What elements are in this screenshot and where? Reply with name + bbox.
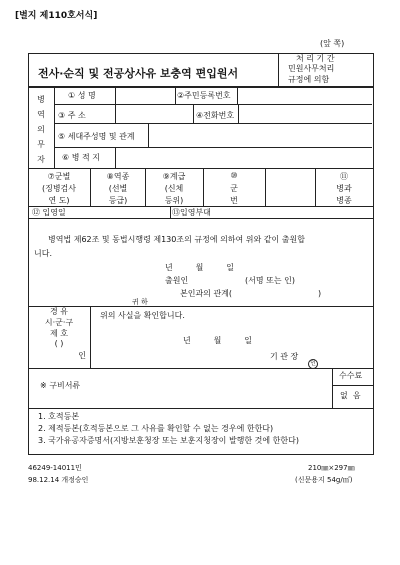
signature-label: (서명 또는 인) [245, 276, 295, 285]
rank-column-header: ⑨계급 (신체 등위) [162, 172, 186, 205]
resident-number-label: ②주민등록번호 [177, 91, 231, 100]
required-doc-item-1: 1. 호적등본 [38, 412, 80, 421]
fee-label: 수수료 [339, 371, 363, 380]
verification-date: 년 월 일 [183, 336, 252, 345]
enlistment-unit-label: ⑬입영부대 [172, 208, 211, 217]
address-label: ③ 주 소 [58, 111, 86, 120]
verification-text: 위의 사실을 확인합니다. [100, 311, 185, 320]
processing-period-value-2: 규정에 의함 [288, 75, 330, 84]
paper-size: 210㎜×297㎜ [308, 464, 355, 472]
paper-type: (신문용지 54g/㎡) [295, 476, 353, 484]
form-title: 전사·순직 및 전공상사유 보충역 편입원서 [38, 67, 239, 80]
enlistment-date-label: ⑫ 입영일 [32, 208, 66, 217]
relay-office-label: 경 유 시·군·구 제 호 ( ) 인 [44, 307, 86, 360]
required-docs-title: ※ 구비서류 [40, 381, 81, 390]
processing-period-label: 처 리 기 간 [296, 54, 335, 63]
approval-date: 98.12.14 개정승인 [28, 476, 89, 484]
fee-value: 없 음 [340, 391, 361, 400]
registry-label: ⑥ 병 적 지 [62, 153, 100, 162]
service-type-column-header: ⑧역종 (선별 등급) [106, 172, 130, 205]
name-label: ① 성 명 [68, 91, 96, 100]
statement-line-1: 병역법 제62조 및 동법시행령 제130조의 규정에 의하여 위와 같이 출원합 [48, 235, 305, 244]
branch-specialty-column-header: ⑪ 병과 병종 [336, 172, 352, 205]
application-date: 년 월 일 [165, 263, 234, 272]
relation-label: 본인과의 관계( [180, 289, 233, 298]
required-doc-item-2: 2. 제적등본(호적등본으로 그 사유를 확인할 수 없는 경우에 한한다) [38, 424, 274, 433]
form-number: [별지 제110호서식] [15, 11, 98, 21]
seal-mark: 인 [308, 352, 318, 369]
relation-close: ) [318, 289, 322, 298]
applicant-label: 출원인 [165, 276, 189, 285]
branch-column-header: ⑦군별 (징병검사 연 도) [41, 172, 77, 205]
agency-head-label: 기 관 장 [270, 352, 299, 361]
service-number-column-header: ⑩ 군 번 [230, 171, 238, 205]
form-code: 46249-14011민 [28, 464, 82, 472]
statement-line-2: 니다. [34, 249, 52, 258]
applicant-section-label: 병 역 의 무 자 [37, 95, 45, 164]
required-doc-item-3: 3. 국가유공자증명서(지방보훈청장 또는 보훈지청장이 발행한 것에 한한다) [38, 436, 299, 445]
householder-label: ⑤ 세대주성명 및 관계 [58, 132, 135, 141]
recipient-label: 귀 하 [132, 298, 148, 306]
phone-label: ④전화번호 [196, 111, 235, 120]
page-indicator: (앞 쪽) [320, 39, 345, 48]
processing-period-value: 민원사무처리 [288, 64, 335, 73]
